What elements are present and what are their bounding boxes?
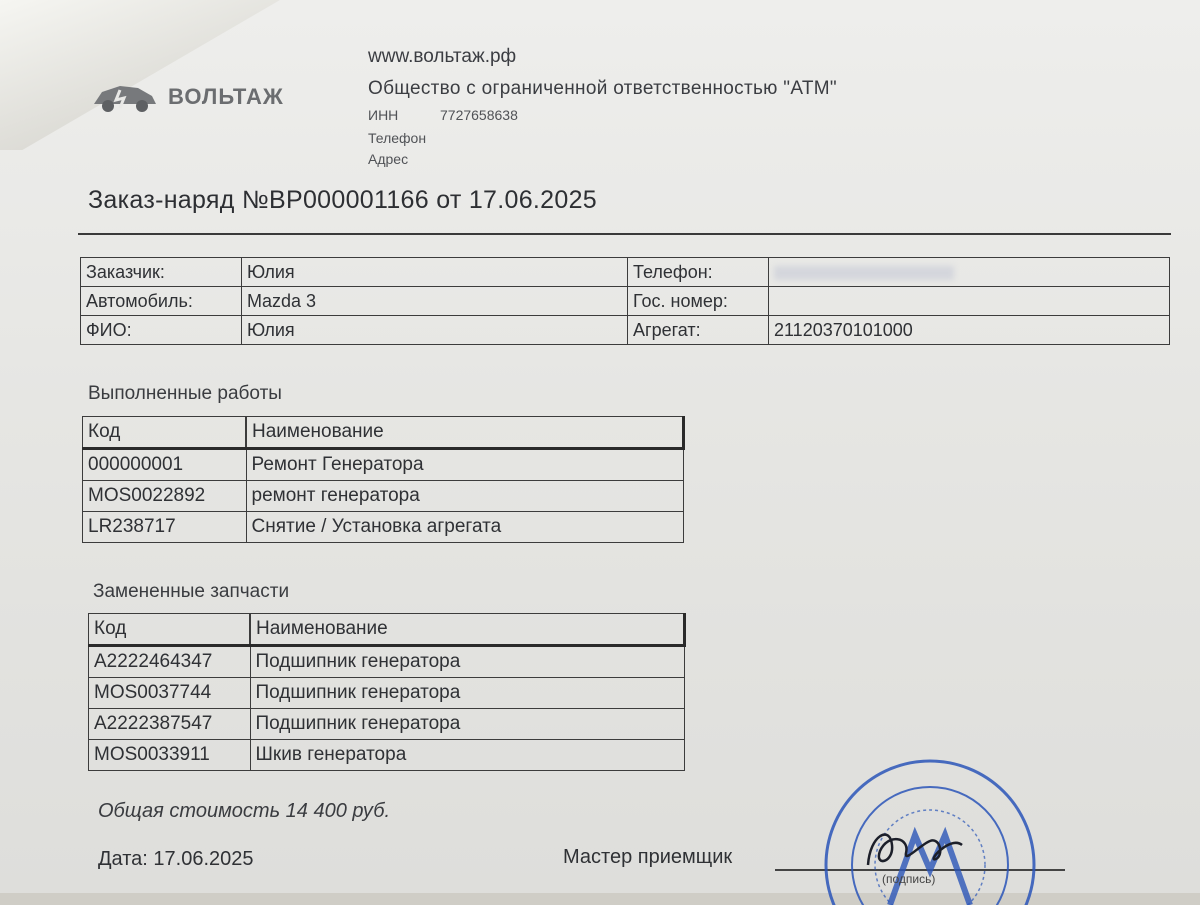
table-row [83,449,684,481]
part-code: A2222387547 [89,709,251,740]
company-name: Общество с ограниченной ответственностью "АТМ" [368,78,837,99]
part-code: MOS0033911 [89,740,251,771]
redacted-phone [774,266,954,280]
plate-value [769,287,1170,316]
phone-field-label: Телефон: [628,258,769,287]
table-row [83,512,684,543]
part-code: MOS0037744 [89,678,251,709]
table-row [83,481,684,512]
col-name-header: Наименование [250,614,685,646]
table-row [89,709,685,740]
unit-label: Агрегат: [628,316,769,345]
car-logo-icon [90,80,160,114]
table-row [81,258,1170,287]
customer-value: Юлия [242,258,628,287]
car-value: Mazda 3 [242,287,628,316]
car-label: Автомобиль: [81,287,242,316]
work-name: Ремонт Генератора [246,449,684,481]
work-code: LR238717 [83,512,247,543]
col-code-header: Код [83,417,247,449]
table-row [89,678,685,709]
customer-label: Заказчик: [81,258,242,287]
work-name: ремонт генератора [246,481,684,512]
table-row [89,646,685,678]
logo-text: ВОЛЬТАЖ [168,84,284,109]
phone-field-value [769,258,1170,287]
table-row [81,316,1170,345]
order-title: Заказ-наряд №ВР000001166 от 17.06.2025 [88,186,597,214]
total-cost: Общая стоимость 14 400 руб. [98,800,391,822]
unit-value: 21120370101000 [769,316,1170,345]
plate-label: Гос. номер: [628,287,769,316]
table-header-row [89,614,685,646]
inn-label: ИНН [368,107,399,123]
work-code: 000000001 [83,449,247,481]
part-name: Шкив генератора [250,740,685,771]
signature-hint: (подпись) [882,872,936,886]
master-label: Мастер приемщик [563,846,733,868]
works-section-title: Выполненные работы [88,383,282,404]
company-logo [90,80,284,114]
inn-value: 7727658638 [440,107,518,123]
phone-label: Телефон [368,130,427,146]
work-name: Снятие / Установка агрегата [246,512,684,543]
parts-section-title: Замененные запчасти [93,581,290,602]
part-name: Подшипник генератора [250,709,685,740]
works-table [82,416,685,543]
part-name: Подшипник генератора [250,678,685,709]
part-name: Подшипник генератора [250,646,685,678]
customer-info-table [80,257,1170,345]
signature-scribble [860,815,970,875]
col-code-header: Код [89,614,251,646]
part-code: A2222464347 [89,646,251,678]
col-name-header: Наименование [246,417,684,449]
table-row [89,740,685,771]
document-date: Дата: 17.06.2025 [98,848,254,870]
website: www.вольтаж.рф [368,46,517,67]
title-divider [78,233,1171,235]
parts-table [88,613,686,771]
address-label: Адрес [368,151,409,167]
table-row [81,287,1170,316]
name-label: ФИО: [81,316,242,345]
table-header-row [83,417,684,449]
work-code: MOS0022892 [83,481,247,512]
name-value: Юлия [242,316,628,345]
